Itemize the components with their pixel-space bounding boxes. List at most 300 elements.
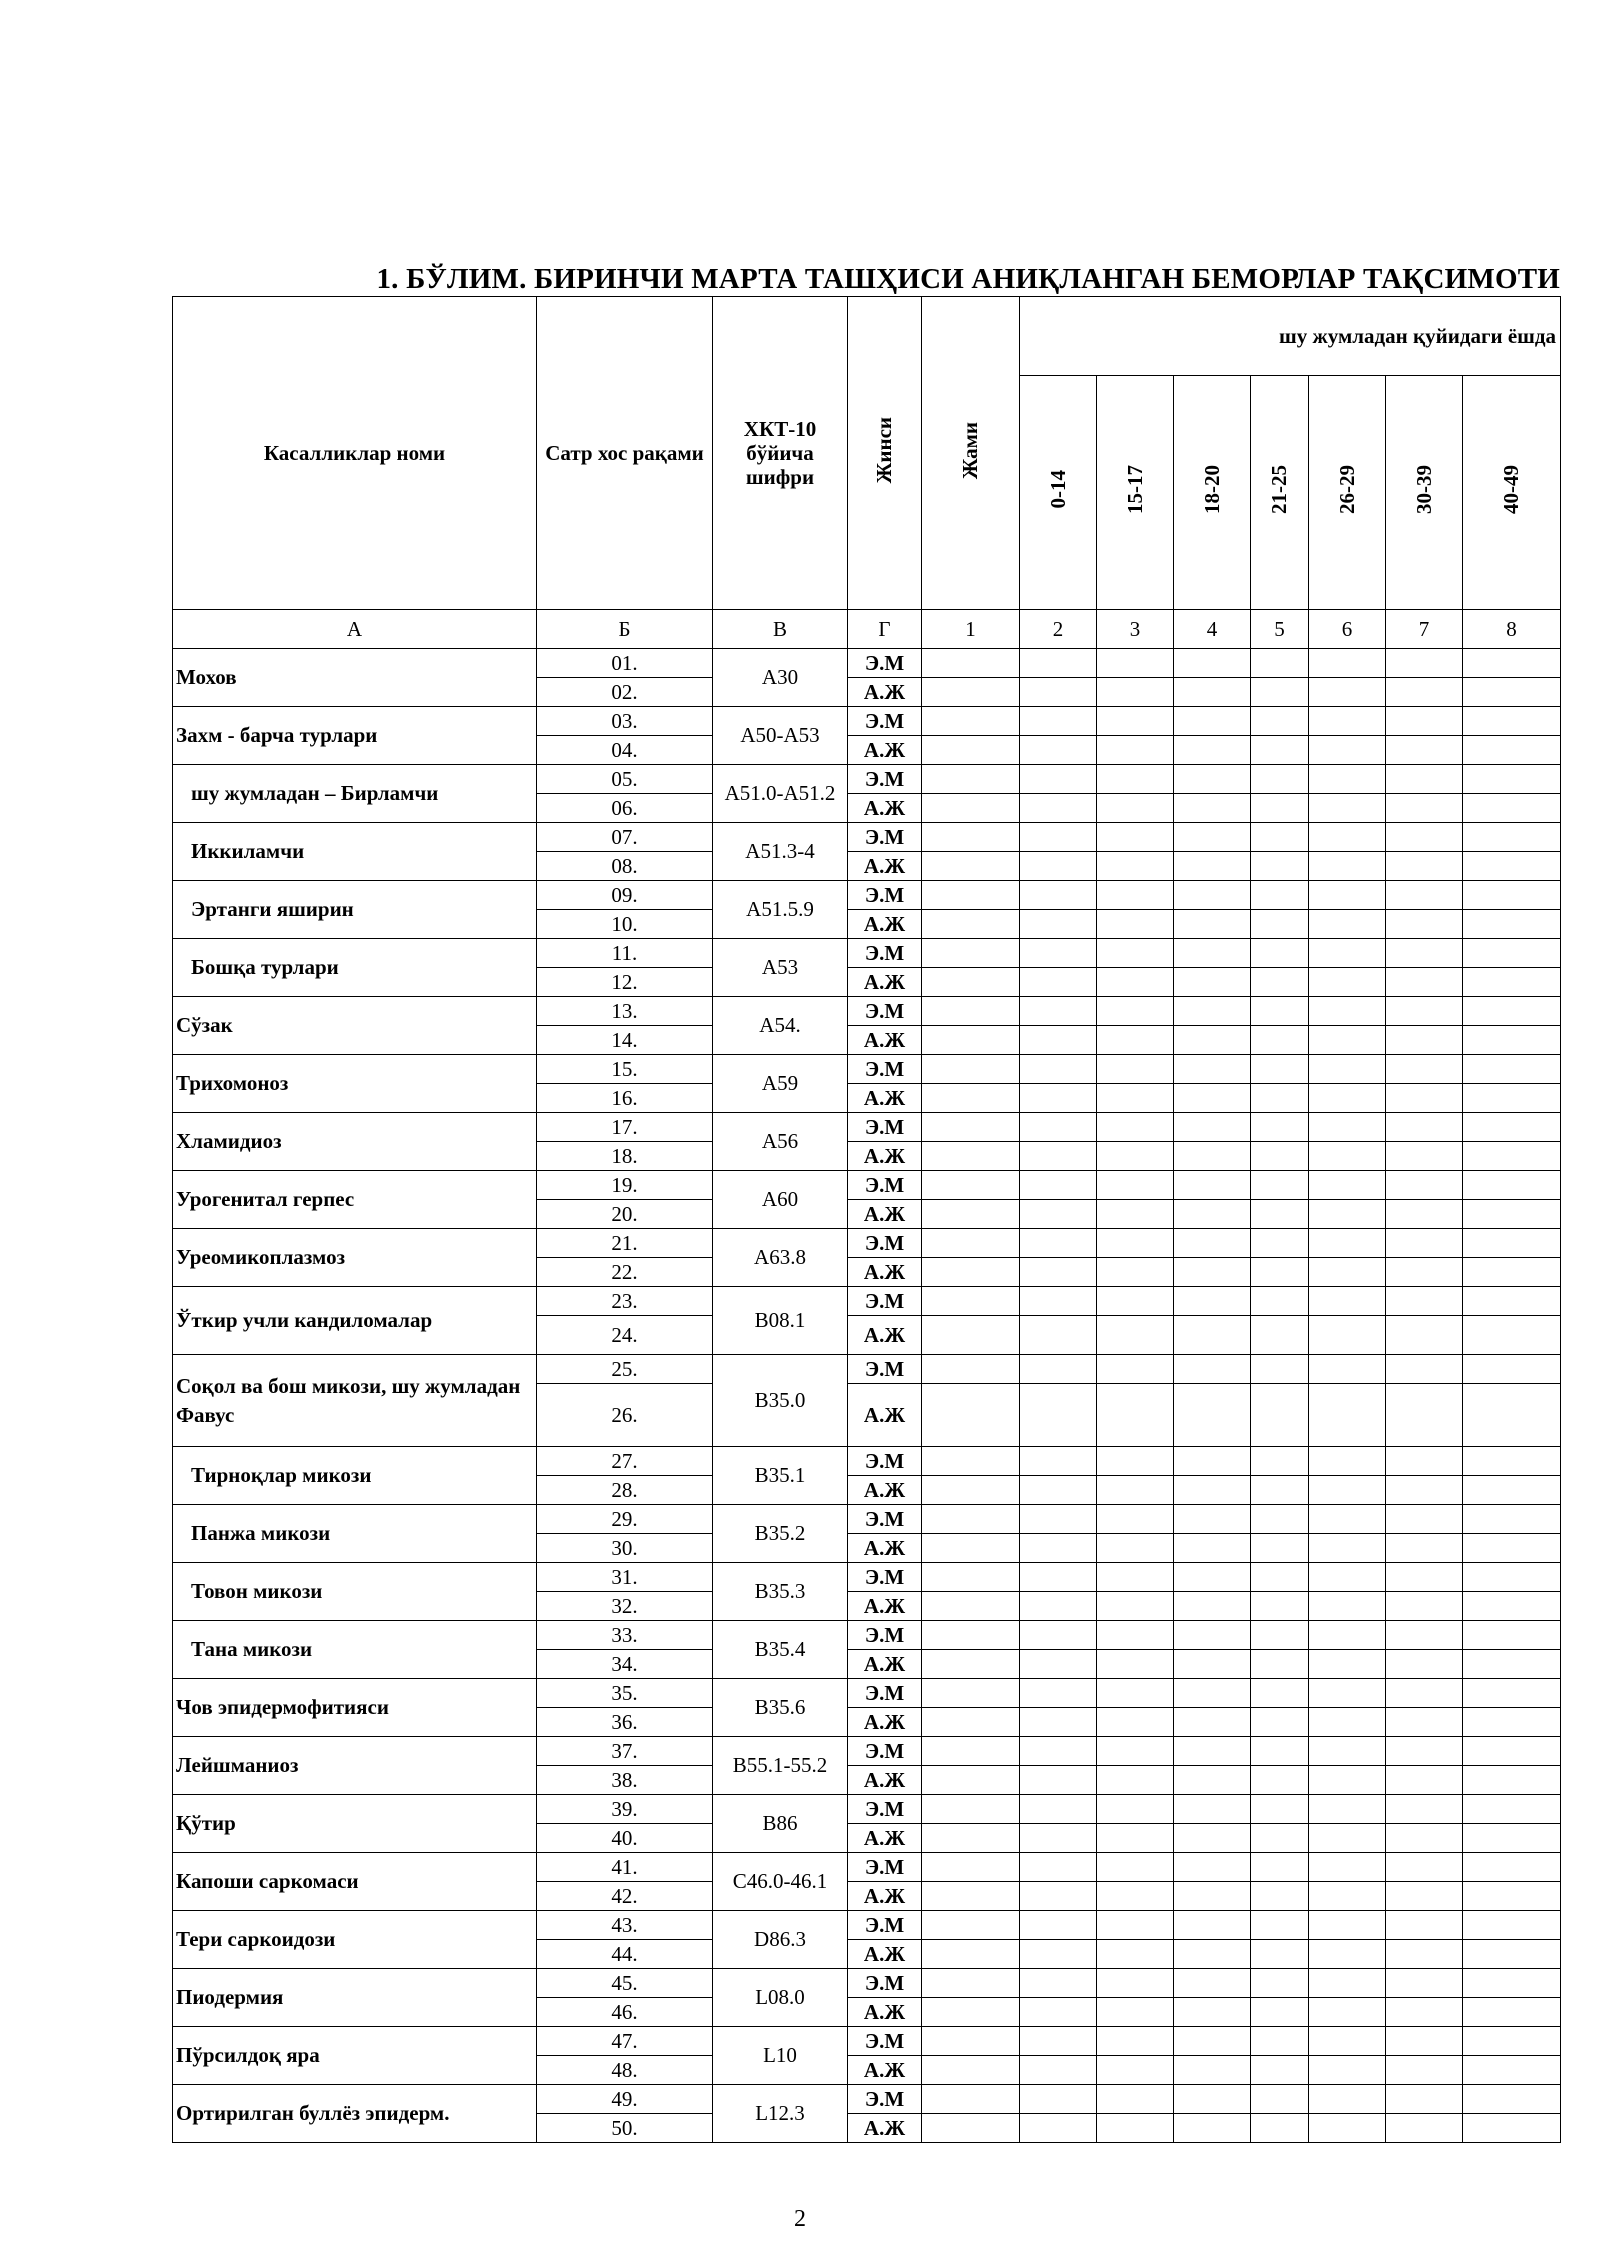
data-cell[interactable] xyxy=(1097,1679,1174,1708)
data-cell[interactable] xyxy=(1097,1969,1174,1998)
data-cell[interactable] xyxy=(1309,736,1386,765)
data-cell[interactable] xyxy=(1386,1026,1463,1055)
data-cell[interactable] xyxy=(1463,1592,1561,1621)
data-cell[interactable] xyxy=(1020,1142,1097,1171)
data-cell[interactable] xyxy=(1386,2027,1463,2056)
data-cell[interactable] xyxy=(1097,1200,1174,1229)
data-cell[interactable] xyxy=(1386,1737,1463,1766)
data-cell[interactable] xyxy=(922,1592,1020,1621)
data-cell[interactable] xyxy=(1020,1592,1097,1621)
data-cell[interactable] xyxy=(1309,1476,1386,1505)
data-cell[interactable] xyxy=(922,1384,1020,1447)
data-cell[interactable] xyxy=(1251,1563,1309,1592)
data-cell[interactable] xyxy=(922,1766,1020,1795)
data-cell[interactable] xyxy=(1174,2056,1251,2085)
data-cell[interactable] xyxy=(1251,1708,1309,1737)
data-cell[interactable] xyxy=(922,939,1020,968)
data-cell[interactable] xyxy=(1463,939,1561,968)
data-cell[interactable] xyxy=(1386,881,1463,910)
data-cell[interactable] xyxy=(1020,2056,1097,2085)
data-cell[interactable] xyxy=(1097,2114,1174,2143)
data-cell[interactable] xyxy=(1309,823,1386,852)
data-cell[interactable] xyxy=(1463,649,1561,678)
data-cell[interactable] xyxy=(1463,1998,1561,2027)
data-cell[interactable] xyxy=(1309,1940,1386,1969)
data-cell[interactable] xyxy=(922,1084,1020,1113)
data-cell[interactable] xyxy=(1097,881,1174,910)
data-cell[interactable] xyxy=(1386,1969,1463,1998)
data-cell[interactable] xyxy=(1174,1679,1251,1708)
data-cell[interactable] xyxy=(1097,1824,1174,1853)
data-cell[interactable] xyxy=(922,1940,1020,1969)
data-cell[interactable] xyxy=(1174,1287,1251,1316)
data-cell[interactable] xyxy=(1251,2056,1309,2085)
data-cell[interactable] xyxy=(1309,1621,1386,1650)
data-cell[interactable] xyxy=(1386,649,1463,678)
data-cell[interactable] xyxy=(922,794,1020,823)
data-cell[interactable] xyxy=(1174,736,1251,765)
data-cell[interactable] xyxy=(922,649,1020,678)
data-cell[interactable] xyxy=(922,2056,1020,2085)
data-cell[interactable] xyxy=(1174,707,1251,736)
data-cell[interactable] xyxy=(1309,1084,1386,1113)
data-cell[interactable] xyxy=(922,2114,1020,2143)
data-cell[interactable] xyxy=(1463,1650,1561,1679)
data-cell[interactable] xyxy=(1309,1969,1386,1998)
data-cell[interactable] xyxy=(1309,2027,1386,2056)
data-cell[interactable] xyxy=(1309,678,1386,707)
data-cell[interactable] xyxy=(1174,1355,1251,1384)
data-cell[interactable] xyxy=(1463,1708,1561,1737)
data-cell[interactable] xyxy=(1309,794,1386,823)
data-cell[interactable] xyxy=(1097,1563,1174,1592)
data-cell[interactable] xyxy=(1386,707,1463,736)
data-cell[interactable] xyxy=(1463,1476,1561,1505)
data-cell[interactable] xyxy=(922,852,1020,881)
data-cell[interactable] xyxy=(1174,649,1251,678)
data-cell[interactable] xyxy=(1020,1911,1097,1940)
data-cell[interactable] xyxy=(1097,1316,1174,1355)
data-cell[interactable] xyxy=(1020,1795,1097,1824)
data-cell[interactable] xyxy=(1097,649,1174,678)
data-cell[interactable] xyxy=(1251,1969,1309,1998)
data-cell[interactable] xyxy=(1309,1824,1386,1853)
data-cell[interactable] xyxy=(1386,910,1463,939)
data-cell[interactable] xyxy=(922,1505,1020,1534)
data-cell[interactable] xyxy=(1020,1969,1097,1998)
data-cell[interactable] xyxy=(1463,1171,1561,1200)
data-cell[interactable] xyxy=(1097,678,1174,707)
data-cell[interactable] xyxy=(1309,852,1386,881)
data-cell[interactable] xyxy=(1097,910,1174,939)
data-cell[interactable] xyxy=(1174,1026,1251,1055)
data-cell[interactable] xyxy=(1386,2114,1463,2143)
data-cell[interactable] xyxy=(922,678,1020,707)
data-cell[interactable] xyxy=(1174,997,1251,1026)
data-cell[interactable] xyxy=(1251,1142,1309,1171)
data-cell[interactable] xyxy=(922,1969,1020,1998)
data-cell[interactable] xyxy=(1020,1737,1097,1766)
data-cell[interactable] xyxy=(1174,1055,1251,1084)
data-cell[interactable] xyxy=(1174,1592,1251,1621)
data-cell[interactable] xyxy=(1020,1229,1097,1258)
data-cell[interactable] xyxy=(1463,794,1561,823)
data-cell[interactable] xyxy=(1251,823,1309,852)
data-cell[interactable] xyxy=(922,1621,1020,1650)
data-cell[interactable] xyxy=(1020,1679,1097,1708)
data-cell[interactable] xyxy=(1386,1505,1463,1534)
data-cell[interactable] xyxy=(1097,1171,1174,1200)
data-cell[interactable] xyxy=(1097,1795,1174,1824)
data-cell[interactable] xyxy=(1386,1824,1463,1853)
data-cell[interactable] xyxy=(922,1055,1020,1084)
data-cell[interactable] xyxy=(1020,1026,1097,1055)
data-cell[interactable] xyxy=(1309,1171,1386,1200)
data-cell[interactable] xyxy=(1251,1026,1309,1055)
data-cell[interactable] xyxy=(1463,736,1561,765)
data-cell[interactable] xyxy=(1097,1534,1174,1563)
data-cell[interactable] xyxy=(1020,1055,1097,1084)
data-cell[interactable] xyxy=(1020,678,1097,707)
data-cell[interactable] xyxy=(1097,997,1174,1026)
data-cell[interactable] xyxy=(1463,1795,1561,1824)
data-cell[interactable] xyxy=(1174,1258,1251,1287)
data-cell[interactable] xyxy=(1174,1384,1251,1447)
data-cell[interactable] xyxy=(1386,968,1463,997)
data-cell[interactable] xyxy=(922,765,1020,794)
data-cell[interactable] xyxy=(1251,1476,1309,1505)
data-cell[interactable] xyxy=(1097,1258,1174,1287)
data-cell[interactable] xyxy=(1174,1476,1251,1505)
data-cell[interactable] xyxy=(1463,1055,1561,1084)
data-cell[interactable] xyxy=(1386,1853,1463,1882)
data-cell[interactable] xyxy=(1174,678,1251,707)
data-cell[interactable] xyxy=(1097,2027,1174,2056)
data-cell[interactable] xyxy=(1020,2114,1097,2143)
data-cell[interactable] xyxy=(922,736,1020,765)
data-cell[interactable] xyxy=(1309,765,1386,794)
data-cell[interactable] xyxy=(1463,1316,1561,1355)
data-cell[interactable] xyxy=(922,823,1020,852)
data-cell[interactable] xyxy=(1097,1650,1174,1679)
data-cell[interactable] xyxy=(1020,1447,1097,1476)
data-cell[interactable] xyxy=(1097,1766,1174,1795)
data-cell[interactable] xyxy=(1174,939,1251,968)
data-cell[interactable] xyxy=(1174,1969,1251,1998)
data-cell[interactable] xyxy=(1386,1384,1463,1447)
data-cell[interactable] xyxy=(1251,881,1309,910)
data-cell[interactable] xyxy=(1251,1824,1309,1853)
data-cell[interactable] xyxy=(1174,881,1251,910)
data-cell[interactable] xyxy=(1020,1171,1097,1200)
data-cell[interactable] xyxy=(1309,1384,1386,1447)
data-cell[interactable] xyxy=(1020,1853,1097,1882)
data-cell[interactable] xyxy=(1386,765,1463,794)
data-cell[interactable] xyxy=(1386,2056,1463,2085)
data-cell[interactable] xyxy=(1251,1853,1309,1882)
data-cell[interactable] xyxy=(1309,1505,1386,1534)
data-cell[interactable] xyxy=(1020,1384,1097,1447)
data-cell[interactable] xyxy=(1463,765,1561,794)
data-cell[interactable] xyxy=(1020,881,1097,910)
data-cell[interactable] xyxy=(1251,1911,1309,1940)
data-cell[interactable] xyxy=(1309,968,1386,997)
data-cell[interactable] xyxy=(1251,1766,1309,1795)
data-cell[interactable] xyxy=(1309,1316,1386,1355)
data-cell[interactable] xyxy=(1386,1650,1463,1679)
data-cell[interactable] xyxy=(1020,1824,1097,1853)
data-cell[interactable] xyxy=(1097,1911,1174,1940)
data-cell[interactable] xyxy=(1309,1766,1386,1795)
data-cell[interactable] xyxy=(1386,1766,1463,1795)
data-cell[interactable] xyxy=(1174,2085,1251,2114)
data-cell[interactable] xyxy=(1309,1795,1386,1824)
data-cell[interactable] xyxy=(1463,1287,1561,1316)
data-cell[interactable] xyxy=(1097,1447,1174,1476)
data-cell[interactable] xyxy=(922,1650,1020,1679)
data-cell[interactable] xyxy=(1463,1505,1561,1534)
data-cell[interactable] xyxy=(922,1534,1020,1563)
data-cell[interactable] xyxy=(1251,2114,1309,2143)
data-cell[interactable] xyxy=(1020,1766,1097,1795)
data-cell[interactable] xyxy=(1174,1505,1251,1534)
data-cell[interactable] xyxy=(1463,1621,1561,1650)
data-cell[interactable] xyxy=(1097,1287,1174,1316)
data-cell[interactable] xyxy=(1463,707,1561,736)
data-cell[interactable] xyxy=(1020,2085,1097,2114)
data-cell[interactable] xyxy=(1097,1229,1174,1258)
data-cell[interactable] xyxy=(1386,1055,1463,1084)
data-cell[interactable] xyxy=(1020,1113,1097,1142)
data-cell[interactable] xyxy=(1097,939,1174,968)
data-cell[interactable] xyxy=(1097,1882,1174,1911)
data-cell[interactable] xyxy=(922,1998,1020,2027)
data-cell[interactable] xyxy=(1174,1795,1251,1824)
data-cell[interactable] xyxy=(1463,1766,1561,1795)
data-cell[interactable] xyxy=(1097,736,1174,765)
data-cell[interactable] xyxy=(1386,736,1463,765)
data-cell[interactable] xyxy=(1251,1998,1309,2027)
data-cell[interactable] xyxy=(1174,1447,1251,1476)
data-cell[interactable] xyxy=(1097,968,1174,997)
data-cell[interactable] xyxy=(1097,1026,1174,1055)
data-cell[interactable] xyxy=(922,1026,1020,1055)
data-cell[interactable] xyxy=(1174,852,1251,881)
data-cell[interactable] xyxy=(1174,1229,1251,1258)
data-cell[interactable] xyxy=(922,1258,1020,1287)
data-cell[interactable] xyxy=(1386,1534,1463,1563)
data-cell[interactable] xyxy=(1251,1447,1309,1476)
data-cell[interactable] xyxy=(1251,1650,1309,1679)
data-cell[interactable] xyxy=(922,1476,1020,1505)
data-cell[interactable] xyxy=(922,1882,1020,1911)
data-cell[interactable] xyxy=(1251,1055,1309,1084)
data-cell[interactable] xyxy=(1463,1084,1561,1113)
data-cell[interactable] xyxy=(1020,649,1097,678)
data-cell[interactable] xyxy=(1309,1229,1386,1258)
data-cell[interactable] xyxy=(1251,794,1309,823)
data-cell[interactable] xyxy=(1174,1171,1251,1200)
data-cell[interactable] xyxy=(1463,881,1561,910)
data-cell[interactable] xyxy=(1309,1200,1386,1229)
data-cell[interactable] xyxy=(1463,1940,1561,1969)
data-cell[interactable] xyxy=(922,1563,1020,1592)
data-cell[interactable] xyxy=(1097,765,1174,794)
data-cell[interactable] xyxy=(1309,1055,1386,1084)
data-cell[interactable] xyxy=(1174,1621,1251,1650)
data-cell[interactable] xyxy=(1174,1200,1251,1229)
data-cell[interactable] xyxy=(1463,1853,1561,1882)
data-cell[interactable] xyxy=(1097,1055,1174,1084)
data-cell[interactable] xyxy=(1251,736,1309,765)
data-cell[interactable] xyxy=(1386,1258,1463,1287)
data-cell[interactable] xyxy=(1463,1355,1561,1384)
data-cell[interactable] xyxy=(1309,2056,1386,2085)
data-cell[interactable] xyxy=(1020,1084,1097,1113)
data-cell[interactable] xyxy=(1386,794,1463,823)
data-cell[interactable] xyxy=(1174,1084,1251,1113)
data-cell[interactable] xyxy=(1463,1737,1561,1766)
data-cell[interactable] xyxy=(1251,707,1309,736)
data-cell[interactable] xyxy=(1251,1534,1309,1563)
data-cell[interactable] xyxy=(922,1679,1020,1708)
data-cell[interactable] xyxy=(922,1200,1020,1229)
data-cell[interactable] xyxy=(1309,649,1386,678)
data-cell[interactable] xyxy=(1174,1650,1251,1679)
data-cell[interactable] xyxy=(1097,1505,1174,1534)
data-cell[interactable] xyxy=(1251,852,1309,881)
data-cell[interactable] xyxy=(1463,2056,1561,2085)
data-cell[interactable] xyxy=(1174,1998,1251,2027)
data-cell[interactable] xyxy=(922,1708,1020,1737)
data-cell[interactable] xyxy=(922,1113,1020,1142)
data-cell[interactable] xyxy=(1174,1766,1251,1795)
data-cell[interactable] xyxy=(1020,939,1097,968)
data-cell[interactable] xyxy=(1174,1708,1251,1737)
data-cell[interactable] xyxy=(1386,1084,1463,1113)
data-cell[interactable] xyxy=(922,1824,1020,1853)
data-cell[interactable] xyxy=(1097,1708,1174,1737)
data-cell[interactable] xyxy=(922,1355,1020,1384)
data-cell[interactable] xyxy=(1020,1476,1097,1505)
data-cell[interactable] xyxy=(1309,1911,1386,1940)
data-cell[interactable] xyxy=(1309,1853,1386,1882)
data-cell[interactable] xyxy=(1174,1940,1251,1969)
data-cell[interactable] xyxy=(1309,1563,1386,1592)
data-cell[interactable] xyxy=(1174,1563,1251,1592)
data-cell[interactable] xyxy=(922,1229,1020,1258)
data-cell[interactable] xyxy=(1020,910,1097,939)
data-cell[interactable] xyxy=(922,881,1020,910)
data-cell[interactable] xyxy=(1097,1476,1174,1505)
data-cell[interactable] xyxy=(1463,1258,1561,1287)
data-cell[interactable] xyxy=(1251,765,1309,794)
data-cell[interactable] xyxy=(922,910,1020,939)
data-cell[interactable] xyxy=(922,1911,1020,1940)
data-cell[interactable] xyxy=(1174,910,1251,939)
data-cell[interactable] xyxy=(1251,910,1309,939)
data-cell[interactable] xyxy=(1174,1534,1251,1563)
data-cell[interactable] xyxy=(1020,1882,1097,1911)
data-cell[interactable] xyxy=(1309,1708,1386,1737)
data-cell[interactable] xyxy=(1309,1142,1386,1171)
data-cell[interactable] xyxy=(1463,1824,1561,1853)
data-cell[interactable] xyxy=(1251,1505,1309,1534)
data-cell[interactable] xyxy=(1386,823,1463,852)
data-cell[interactable] xyxy=(1463,1026,1561,1055)
data-cell[interactable] xyxy=(922,1737,1020,1766)
data-cell[interactable] xyxy=(922,1142,1020,1171)
data-cell[interactable] xyxy=(1309,939,1386,968)
data-cell[interactable] xyxy=(1463,1142,1561,1171)
data-cell[interactable] xyxy=(1309,1113,1386,1142)
data-cell[interactable] xyxy=(1386,1476,1463,1505)
data-cell[interactable] xyxy=(1020,852,1097,881)
data-cell[interactable] xyxy=(1020,1998,1097,2027)
data-cell[interactable] xyxy=(1174,1737,1251,1766)
data-cell[interactable] xyxy=(1174,1853,1251,1882)
data-cell[interactable] xyxy=(1463,2085,1561,2114)
data-cell[interactable] xyxy=(1097,1998,1174,2027)
data-cell[interactable] xyxy=(1020,823,1097,852)
data-cell[interactable] xyxy=(1386,1882,1463,1911)
data-cell[interactable] xyxy=(1174,765,1251,794)
data-cell[interactable] xyxy=(1309,2114,1386,2143)
data-cell[interactable] xyxy=(1309,1592,1386,1621)
data-cell[interactable] xyxy=(1251,1287,1309,1316)
data-cell[interactable] xyxy=(1386,1621,1463,1650)
data-cell[interactable] xyxy=(1463,1113,1561,1142)
data-cell[interactable] xyxy=(1020,1200,1097,1229)
data-cell[interactable] xyxy=(1463,1447,1561,1476)
data-cell[interactable] xyxy=(1309,881,1386,910)
data-cell[interactable] xyxy=(1174,1142,1251,1171)
data-cell[interactable] xyxy=(1386,1171,1463,1200)
data-cell[interactable] xyxy=(1020,1621,1097,1650)
data-cell[interactable] xyxy=(1309,707,1386,736)
data-cell[interactable] xyxy=(1386,1911,1463,1940)
data-cell[interactable] xyxy=(922,2027,1020,2056)
data-cell[interactable] xyxy=(1251,1679,1309,1708)
data-cell[interactable] xyxy=(1097,1142,1174,1171)
data-cell[interactable] xyxy=(1020,1534,1097,1563)
data-cell[interactable] xyxy=(1097,794,1174,823)
data-cell[interactable] xyxy=(1251,1316,1309,1355)
data-cell[interactable] xyxy=(1463,1200,1561,1229)
data-cell[interactable] xyxy=(1386,1592,1463,1621)
data-cell[interactable] xyxy=(1386,1679,1463,1708)
data-cell[interactable] xyxy=(1251,1795,1309,1824)
data-cell[interactable] xyxy=(1251,1592,1309,1621)
data-cell[interactable] xyxy=(1309,2085,1386,2114)
data-cell[interactable] xyxy=(922,997,1020,1026)
data-cell[interactable] xyxy=(922,968,1020,997)
data-cell[interactable] xyxy=(1386,1998,1463,2027)
data-cell[interactable] xyxy=(1386,1355,1463,1384)
data-cell[interactable] xyxy=(1386,1287,1463,1316)
data-cell[interactable] xyxy=(1386,1708,1463,1737)
data-cell[interactable] xyxy=(1463,1911,1561,1940)
data-cell[interactable] xyxy=(1251,1258,1309,1287)
data-cell[interactable] xyxy=(1097,1737,1174,1766)
data-cell[interactable] xyxy=(1309,1355,1386,1384)
data-cell[interactable] xyxy=(1020,1355,1097,1384)
data-cell[interactable] xyxy=(1463,1882,1561,1911)
data-cell[interactable] xyxy=(1251,678,1309,707)
data-cell[interactable] xyxy=(1020,1708,1097,1737)
data-cell[interactable] xyxy=(922,1287,1020,1316)
data-cell[interactable] xyxy=(1463,910,1561,939)
